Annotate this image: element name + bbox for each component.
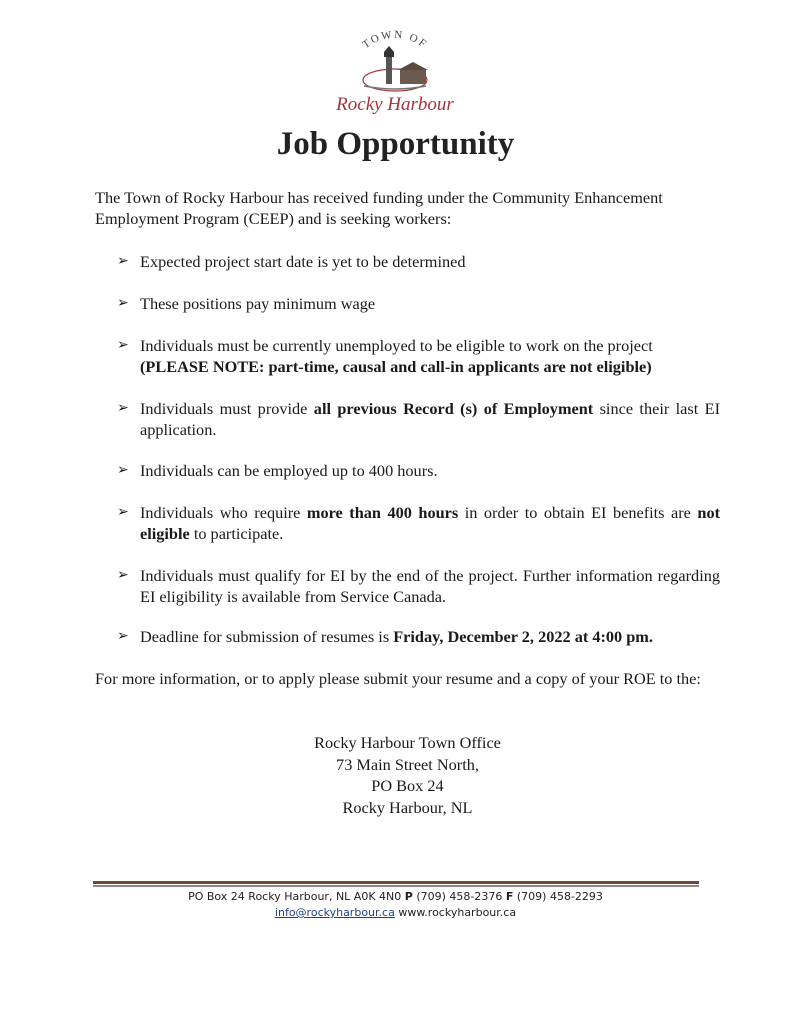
arrow-bullet-icon: ➢ xyxy=(117,401,129,416)
deadline-text: Friday, December 2, 2022 at 4:00 pm. xyxy=(393,627,653,646)
arrow-bullet-icon: ➢ xyxy=(117,629,129,644)
list-item: ➢ Individuals who require more than 400 hours in order to obtain EI benefits are not eligible to participate. xyxy=(117,503,721,543)
intro-paragraph: The Town of Rocky Harbour has received funding under the Community Enhancement Employment Program (CEEP) and is seeking workers: xyxy=(95,188,663,228)
website-text: www.rockyharbour.ca xyxy=(394,906,517,919)
address-line: 73 Main Street North, xyxy=(336,754,479,774)
eligibility-note: (PLEASE NOTE: part-time, causal and call-in applicants are not eligible) xyxy=(140,356,652,376)
footer-divider xyxy=(93,881,699,884)
list-item: ➢ Individuals can be employed up to 400 hours. xyxy=(117,461,438,480)
logo-script-text: Rocky Harbour xyxy=(336,94,454,115)
footer-links xyxy=(0,906,791,919)
email-link[interactable]: info@rockyharbour.ca xyxy=(274,906,395,919)
address-line: Rocky Harbour, NL xyxy=(342,797,473,817)
lighthouse-logo-icon xyxy=(363,46,428,91)
list-item: ➢ Individuals must be currently unemployed to be eligible to work on the project (PLEASE NOTE: part-time, causal and call-in applicants are not eligible) xyxy=(117,336,653,376)
footer-contact: PO Box 24 Rocky Harbour, NL A0K 4N0 P (709) 458-2376 F (709) 458-2293 xyxy=(188,890,603,903)
arrow-bullet-icon: ➢ xyxy=(117,505,129,520)
closing-paragraph: For more information, or to apply please submit your resume and a copy of your ROE to the: xyxy=(95,669,701,688)
mailing-address xyxy=(0,732,791,818)
logo-arc-text: TOWN OF xyxy=(360,30,430,52)
arrow-bullet-icon: ➢ xyxy=(117,338,129,353)
arrow-bullet-icon: ➢ xyxy=(117,568,129,583)
address-line: PO Box 24 xyxy=(371,776,444,795)
address-line: Rocky Harbour Town Office xyxy=(314,733,501,752)
list-item: ➢ These positions pay minimum wage xyxy=(117,294,376,313)
town-logo xyxy=(330,30,460,120)
arrow-bullet-icon: ➢ xyxy=(117,463,129,478)
list-item: ➢ Expected project start date is yet to be determined xyxy=(117,252,466,271)
page-title: Job Opportunity xyxy=(276,126,515,162)
list-item: ➢ Individuals must provide all previous Record (s) of Employment since their last EI application. xyxy=(117,399,720,439)
list-item: ➢ Deadline for submission of resumes is Friday, December 2, 2022 at 4:00 pm. xyxy=(117,627,653,646)
arrow-bullet-icon: ➢ xyxy=(117,296,129,311)
arrow-bullet-icon: ➢ xyxy=(117,254,129,269)
list-item: ➢ Individuals must qualify for EI by the end of the project. Further information regarding EI eligibility is available from Service Canada. xyxy=(117,566,720,606)
footer-divider-secondary xyxy=(93,885,699,887)
